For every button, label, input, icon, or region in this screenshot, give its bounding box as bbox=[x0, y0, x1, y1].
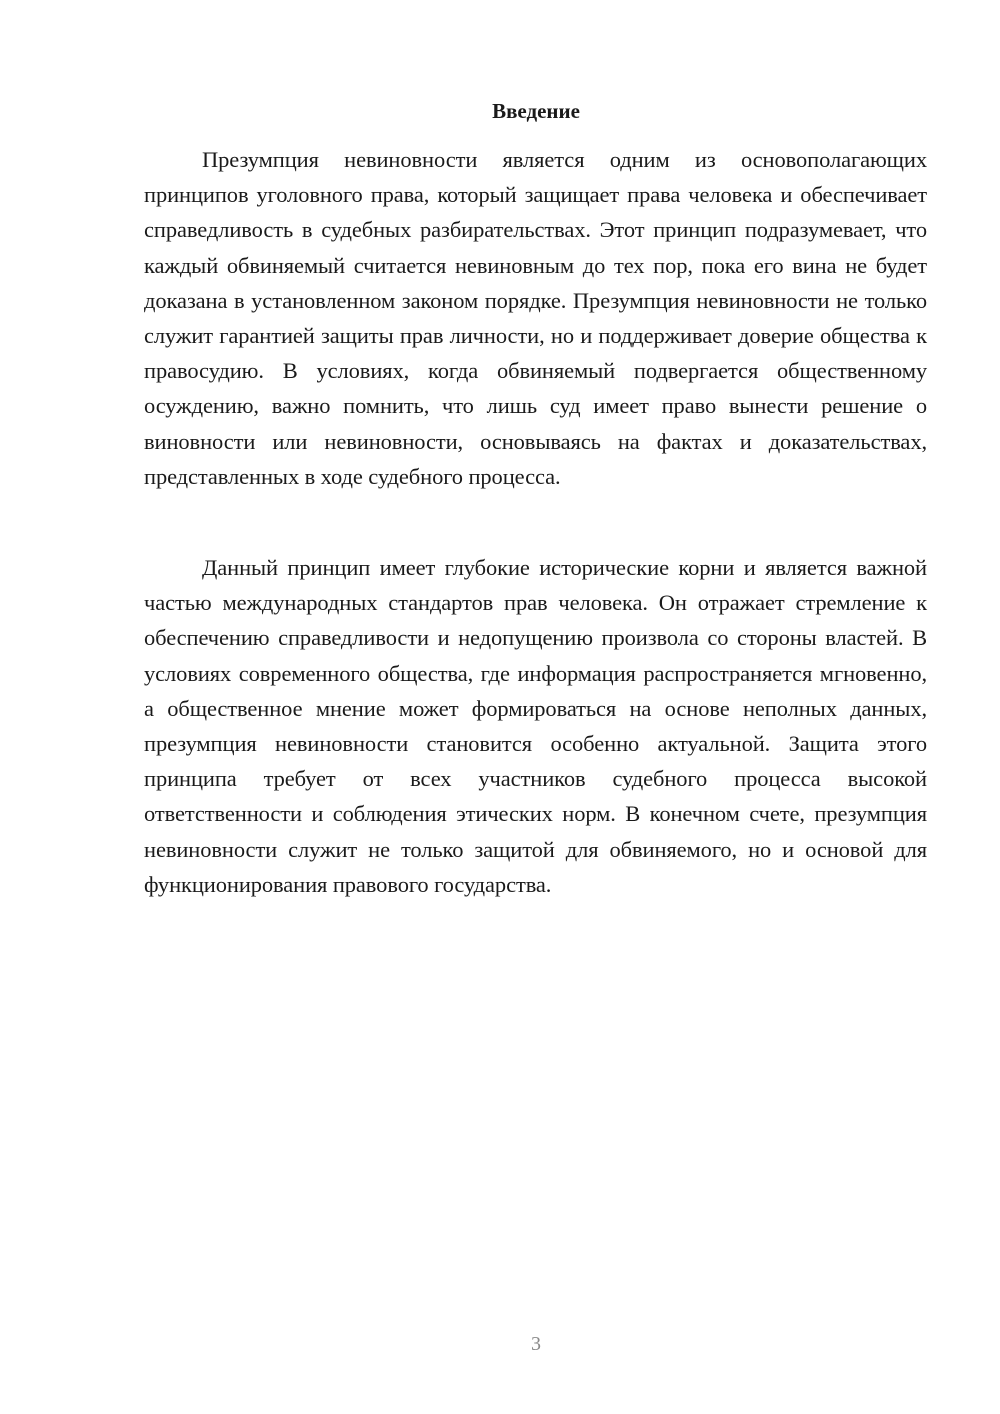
paragraph-2: Данный принцип имеет глубокие исторические корни и является важной частью международных стандартов прав человека. Он отражает стремление к обеспечению справедливости и недопущению произвола со стороны властей. В условиях современного общества, где информация распространяется мгновенно, а общественное мнение может формироваться на основе неполных данных, презумпция невиновности становится особенно актуальной. Защита этого принципа требует от всех участников судебного процесса высокой ответственности и соблюдения этических норм. В конечном счете, презумпция невиновности служит не только защитой для обвиняемого, но и основой для функционирования правового государства. bbox=[144, 555, 927, 897]
page-number: 3 bbox=[531, 1333, 541, 1355]
paragraph-1: Презумпция невиновности является одним из основополагающих принципов уголовного права, который защищает права человека и обеспечивает справедливость в судебных разбирательствах. Этот принцип подразумевает, что каждый обвиняемый считается невиновным до тех пор, пока его вина не будет доказана в установленном законом порядке. Презумпция невиновности не только служит гарантией защиты прав личности, но и поддерживает доверие общества к правосудию. В условиях, когда обвиняемый подвергается общественному осуждению, важно помнить, что лишь суд имеет право вынести решение о виновности или невиновности, основываясь на фактах и доказательствах, представленных в ходе судебного процесса. bbox=[144, 147, 927, 489]
section-heading: Введение bbox=[492, 99, 580, 123]
